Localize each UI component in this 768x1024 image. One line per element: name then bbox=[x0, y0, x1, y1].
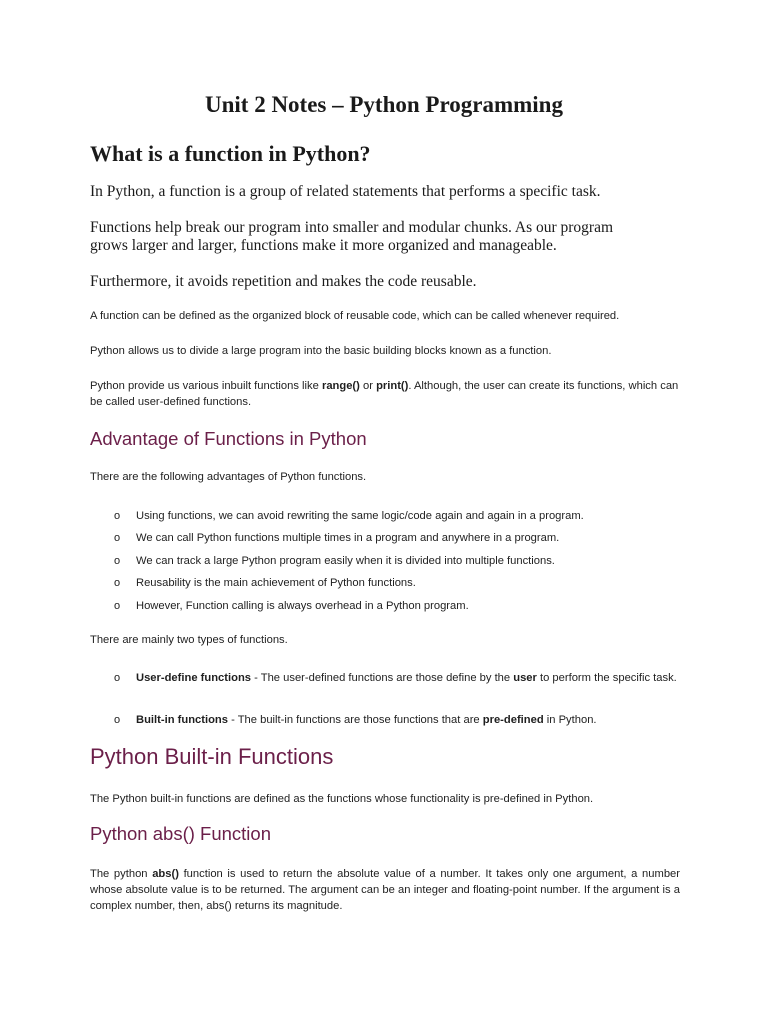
paragraph-building-blocks: Python allows us to divide a large program into the basic building blocks known as a function. bbox=[90, 345, 552, 357]
list-item: Reusability is the main achievement of Python functions. bbox=[136, 577, 416, 589]
inline-code-print: print() bbox=[376, 380, 409, 392]
section-heading-what-is-function: What is a function in Python? bbox=[90, 141, 371, 166]
bullet-marker: o bbox=[114, 577, 121, 589]
term-user-define-functions: User-define functions bbox=[136, 672, 251, 684]
paragraph-function-definition: In Python, a function is a group of related statements that performs a specific task. bbox=[90, 183, 601, 200]
inline-code-range: range() bbox=[321, 380, 360, 392]
section-heading-advantages: Advantage of Functions in Python bbox=[90, 428, 367, 449]
bullet-marker: o bbox=[114, 510, 121, 522]
text-span: function is used to return the absolute value of a number. It takes only one argument, a number whose absolute value is to be returned. The argument can be an integer and floating-point number. If the argument is a complex number, then, abs() returns its magnitude. bbox=[90, 868, 680, 912]
paragraph-advantages-intro: There are the following advantages of Python functions. bbox=[90, 471, 367, 483]
term-built-in-functions: Built-in functions bbox=[136, 714, 228, 726]
text-span: Python provide us various inbuilt functions like bbox=[90, 380, 322, 392]
paragraph-types-intro: There are mainly two types of functions. bbox=[90, 634, 288, 646]
list-item: Using functions, we can avoid rewriting the same logic/code again and again in a program. bbox=[136, 510, 584, 522]
term-pre-defined: pre-defined bbox=[482, 714, 544, 726]
section-heading-abs-function: Python abs() Function bbox=[90, 823, 271, 844]
paragraph-inbuilt-functions bbox=[90, 378, 680, 410]
paragraph-abs-description bbox=[90, 866, 680, 914]
text-span: in Python. bbox=[543, 714, 597, 726]
bullet-marker: o bbox=[114, 555, 121, 567]
document-title: Unit 2 Notes – Python Programming bbox=[205, 92, 563, 117]
list-item-built-in bbox=[136, 710, 680, 730]
text-span: - The built-in functions are those functions that are bbox=[227, 714, 483, 726]
list-item: We can call Python functions multiple times in a program and anywhere in a program. bbox=[136, 532, 560, 544]
list-item: We can track a large Python program easily when it is divided into multiple functions. bbox=[136, 555, 555, 567]
text-span: to perform the specific task. bbox=[536, 672, 677, 684]
paragraph-modular-chunks: Functions help break our program into smaller and modular chunks. As our program grows larger and larger, functions make it more organized and manageable. bbox=[90, 219, 614, 254]
text-span: The python bbox=[90, 868, 153, 880]
paragraph-built-in-intro: The Python built-in functions are defined as the functions whose functionality is pre-defined in Python. bbox=[90, 793, 594, 805]
bullet-marker: o bbox=[114, 714, 121, 726]
list-item-user-defined bbox=[136, 668, 680, 688]
list-item: However, Function calling is always overhead in a Python program. bbox=[136, 600, 469, 612]
term-user: user bbox=[513, 672, 537, 684]
bullet-marker: o bbox=[114, 532, 121, 544]
bullet-marker: o bbox=[114, 600, 121, 612]
paragraph-avoids-repetition: Furthermore, it avoids repetition and makes the code reusable. bbox=[90, 273, 477, 290]
inline-code-abs: abs() bbox=[152, 868, 179, 880]
text-span: - The user-defined functions are those define by the bbox=[251, 672, 514, 684]
text-span: or bbox=[359, 380, 377, 392]
text-span: . Although, the user can create its functions, which can be called user-defined functions. bbox=[90, 380, 679, 408]
paragraph-organized-block: A function can be defined as the organized block of reusable code, which can be called whenever required. bbox=[90, 310, 620, 322]
section-heading-built-in-functions: Python Built-in Functions bbox=[90, 744, 334, 769]
bullet-marker: o bbox=[114, 672, 121, 684]
